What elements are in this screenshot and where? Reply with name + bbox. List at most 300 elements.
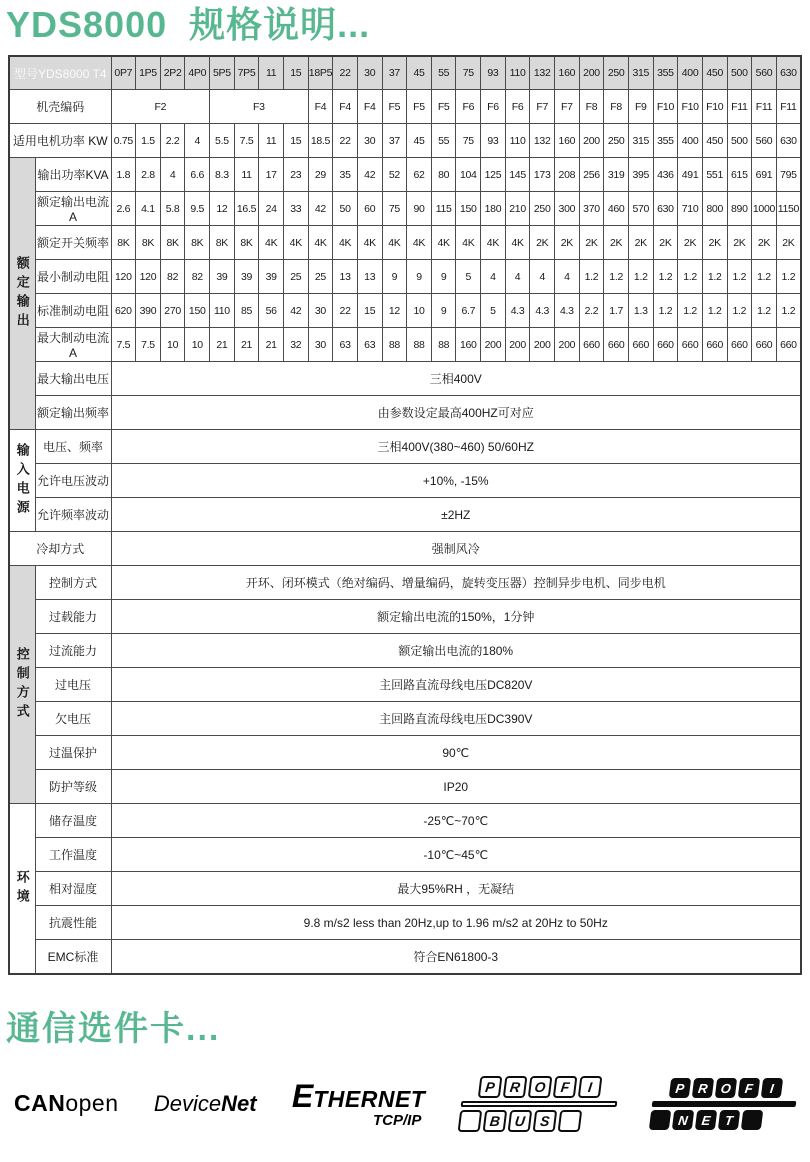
row-label: 储存温度 — [35, 804, 111, 838]
merged-value: -10℃~45℃ — [111, 838, 801, 872]
spec-cell: 1.2 — [776, 294, 801, 328]
spec-cell: 4 — [185, 124, 210, 158]
canopen-logo-light-text: open — [65, 1090, 119, 1117]
spec-cell: 2K — [628, 226, 653, 260]
spec-cell: 21 — [234, 328, 259, 362]
devicenet-logo — [154, 1091, 257, 1117]
spec-cell: 39 — [234, 260, 259, 294]
spec-cell: 50 — [333, 192, 358, 226]
spec-cell: 88 — [382, 328, 407, 362]
letter-tile: U — [507, 1110, 532, 1132]
row-label: 输出功率KVA — [35, 158, 111, 192]
spec-cell: 1.2 — [653, 260, 678, 294]
spec-cell: F6 — [481, 90, 506, 124]
spec-cell: 1.7 — [604, 294, 629, 328]
row-label: 额定输出电流A — [35, 192, 111, 226]
spec-cell: 132 — [530, 124, 555, 158]
spec-cell: 132 — [530, 56, 555, 90]
tile-row — [649, 1110, 795, 1130]
devicenet-logo-bold-text: Net — [221, 1090, 257, 1116]
spec-cell: 4K — [456, 226, 481, 260]
spec-cell: 200 — [481, 328, 506, 362]
spec-cell: 173 — [530, 158, 555, 192]
spec-cell: 660 — [579, 328, 604, 362]
spec-cell: 2P2 — [160, 56, 185, 90]
letter-tile: S — [532, 1110, 557, 1132]
spec-cell: 15 — [283, 56, 308, 90]
spec-cell: 1.3 — [628, 294, 653, 328]
letter-tile: P — [477, 1076, 502, 1098]
comm-options-title: 通信选件卡... — [6, 1009, 221, 1048]
tile-row — [457, 1110, 616, 1132]
row-label: 最大输出电压 — [35, 362, 111, 396]
spec-cell: 1.2 — [604, 260, 629, 294]
merged-value: 三相400V(380~460) 50/60HZ — [111, 430, 801, 464]
letter-tile: F — [738, 1078, 760, 1098]
spec-cell: 8.3 — [210, 158, 235, 192]
spec-cell: 4 — [530, 260, 555, 294]
spec-cell: 4.3 — [505, 294, 530, 328]
spec-cell: 2.6 — [111, 192, 136, 226]
spec-cell: 5.8 — [160, 192, 185, 226]
spec-cell: 45 — [407, 124, 432, 158]
spec-cell: F10 — [678, 90, 703, 124]
spec-cell: 1000 — [752, 192, 777, 226]
spec-cell: 8K — [185, 226, 210, 260]
spec-cell: 5.5 — [210, 124, 235, 158]
spec-cell: 160 — [555, 124, 580, 158]
spec-cell: 110 — [505, 56, 530, 90]
spec-cell: 2K — [604, 226, 629, 260]
row-label: 最小制动电阻 — [35, 260, 111, 294]
spec-cell: F4 — [308, 90, 333, 124]
spec-cell: 160 — [555, 56, 580, 90]
spec-cell: 4.3 — [530, 294, 555, 328]
ethernet-logo-rest: THERNET — [313, 1085, 426, 1112]
spec-cell: 55 — [431, 124, 456, 158]
tile-row — [477, 1076, 620, 1098]
spec-cell: 270 — [160, 294, 185, 328]
row-label: 相对湿度 — [35, 872, 111, 906]
spec-cell: 10 — [407, 294, 432, 328]
page-title: YDS8000 规格说明... — [6, 4, 371, 45]
spec-cell: 560 — [752, 124, 777, 158]
spec-cell: 4.3 — [555, 294, 580, 328]
group-label: 环境 — [9, 804, 35, 974]
letter-tile: O — [527, 1076, 552, 1098]
spec-cell: 2K — [555, 226, 580, 260]
spec-cell: 620 — [111, 294, 136, 328]
spec-cell: 7.5 — [136, 328, 161, 362]
spec-cell: 21 — [210, 328, 235, 362]
spec-cell: 90 — [407, 192, 432, 226]
row-label: 额定开关频率 — [35, 226, 111, 260]
spec-cell: F5 — [431, 90, 456, 124]
spec-cell: F2 — [111, 90, 210, 124]
merged-value: 由参数设定最高400HZ可对应 — [111, 396, 801, 430]
spec-cell: 62 — [407, 158, 432, 192]
spec-cell: 150 — [456, 192, 481, 226]
spec-cell: 160 — [456, 328, 481, 362]
spec-cell: 150 — [185, 294, 210, 328]
spec-cell: 1.2 — [653, 294, 678, 328]
spec-cell: 2.2 — [160, 124, 185, 158]
spec-cell: 55 — [431, 56, 456, 90]
spec-cell: 890 — [727, 192, 752, 226]
spec-cell: 1.2 — [752, 260, 777, 294]
row-label: 过流能力 — [35, 634, 111, 668]
letter-tile: I — [577, 1076, 602, 1098]
spec-cell: F10 — [702, 90, 727, 124]
spec-cell: 6.7 — [456, 294, 481, 328]
spec-cell: 4K — [308, 226, 333, 260]
spec-cell: 1.2 — [678, 260, 703, 294]
ethernet-tcpip-logo — [291, 1077, 426, 1129]
group-label: 控制方式 — [9, 566, 35, 804]
ethernet-logo-initial: E — [291, 1077, 314, 1114]
spec-cell: 4K — [259, 226, 284, 260]
spec-cell: 60 — [357, 192, 382, 226]
canopen-logo — [14, 1090, 119, 1117]
spec-cell: 82 — [185, 260, 210, 294]
spec-cell: 4 — [505, 260, 530, 294]
spec-cell: 1.2 — [702, 294, 727, 328]
spec-cell: 8K — [160, 226, 185, 260]
spec-cell: 4 — [481, 260, 506, 294]
spec-cell: 1.2 — [702, 260, 727, 294]
row-label: 允许频率波动 — [35, 498, 111, 532]
tile-bar — [460, 1101, 617, 1107]
row-label: 额定输出频率 — [35, 396, 111, 430]
spec-cell: 4K — [481, 226, 506, 260]
spec-cell: 4K — [505, 226, 530, 260]
letter-tile — [557, 1110, 582, 1132]
spec-cell: 15 — [357, 294, 382, 328]
spec-cell: 88 — [431, 328, 456, 362]
spec-cell: 25 — [308, 260, 333, 294]
spec-cell: 4K — [382, 226, 407, 260]
merged-value: 9.8 m/s2 less than 20Hz,up to 1.96 m/s2 at 20Hz to 50Hz — [111, 906, 801, 940]
spec-cell: 315 — [628, 124, 653, 158]
spec-cell: 4 — [160, 158, 185, 192]
spec-cell: F7 — [530, 90, 555, 124]
spec-cell: 120 — [136, 260, 161, 294]
spec-cell: 115 — [431, 192, 456, 226]
spec-cell: 80 — [431, 158, 456, 192]
spec-cell: 45 — [407, 56, 432, 90]
spec-cell: 4K — [431, 226, 456, 260]
spec-cell: 660 — [678, 328, 703, 362]
spec-cell: 4K — [407, 226, 432, 260]
comm-logos — [0, 1076, 810, 1132]
spec-cell: 1.5 — [136, 124, 161, 158]
spec-cell: 75 — [456, 124, 481, 158]
row-label: 冷却方式 — [9, 532, 111, 566]
spec-cell: 24 — [259, 192, 284, 226]
spec-cell: 660 — [727, 328, 752, 362]
group-label: 额定输出 — [9, 158, 35, 430]
spec-cell: 22 — [333, 294, 358, 328]
row-label: 过电压 — [35, 668, 111, 702]
spec-cell: 7.5 — [111, 328, 136, 362]
spec-cell: 6.6 — [185, 158, 210, 192]
spec-cell: F3 — [210, 90, 309, 124]
spec-cell: 630 — [776, 124, 801, 158]
spec-cell: 660 — [604, 328, 629, 362]
merged-value: 额定输出电流的180% — [111, 634, 801, 668]
spec-cell: F11 — [776, 90, 801, 124]
spec-cell: F5 — [382, 90, 407, 124]
tile-row — [669, 1078, 799, 1098]
spec-cell: 35 — [333, 158, 358, 192]
spec-cell: F8 — [579, 90, 604, 124]
spec-cell: 300 — [555, 192, 580, 226]
spec-cell: 39 — [210, 260, 235, 294]
spec-cell: 145 — [505, 158, 530, 192]
letter-tile: T — [718, 1110, 740, 1130]
spec-cell: 30 — [308, 328, 333, 362]
spec-cell: 315 — [628, 56, 653, 90]
merged-value: 强制风冷 — [111, 532, 801, 566]
merged-value: 三相400V — [111, 362, 801, 396]
spec-cell: 256 — [579, 158, 604, 192]
letter-tile — [457, 1110, 482, 1132]
profibus-logo — [457, 1076, 620, 1132]
letter-tile: P — [669, 1078, 691, 1098]
spec-cell: 180 — [481, 192, 506, 226]
spec-cell: 1.2 — [678, 294, 703, 328]
spec-cell: 370 — [579, 192, 604, 226]
spec-cell: 75 — [382, 192, 407, 226]
spec-cell: 208 — [555, 158, 580, 192]
spec-cell: 800 — [702, 192, 727, 226]
spec-cell: 2K — [530, 226, 555, 260]
spec-cell: 5 — [456, 260, 481, 294]
spec-cell: 22 — [333, 56, 358, 90]
spec-cell: 0.75 — [111, 124, 136, 158]
spec-cell: 390 — [136, 294, 161, 328]
spec-cell: 11 — [234, 158, 259, 192]
spec-cell: 21 — [259, 328, 284, 362]
spec-cell: 42 — [357, 158, 382, 192]
spec-cell: 660 — [653, 328, 678, 362]
merged-value: 主回路直流母线电压DC820V — [111, 668, 801, 702]
spec-cell: 39 — [259, 260, 284, 294]
spec-cell: 710 — [678, 192, 703, 226]
spec-cell: 15 — [283, 124, 308, 158]
spec-cell: 8K — [210, 226, 235, 260]
spec-cell: 33 — [283, 192, 308, 226]
spec-cell: 110 — [505, 124, 530, 158]
spec-cell: 88 — [407, 328, 432, 362]
row-label: 允许电压波动 — [35, 464, 111, 498]
spec-cell: 8K — [136, 226, 161, 260]
spec-table — [8, 55, 802, 975]
devicenet-logo-light-text: Device — [153, 1090, 222, 1116]
merged-value: 主回路直流母线电压DC390V — [111, 702, 801, 736]
spec-cell: 2K — [678, 226, 703, 260]
spec-cell: 400 — [678, 124, 703, 158]
spec-cell: 2K — [776, 226, 801, 260]
spec-cell: F4 — [357, 90, 382, 124]
spec-cell: 13 — [357, 260, 382, 294]
spec-cell: 250 — [604, 124, 629, 158]
page — [0, 2, 810, 1162]
spec-cell: 93 — [481, 124, 506, 158]
spec-cell: 0P7 — [111, 56, 136, 90]
row-label: 适用电机功率 KW — [9, 124, 111, 158]
spec-cell: F11 — [727, 90, 752, 124]
row-label: 控制方式 — [35, 566, 111, 600]
spec-cell: 660 — [628, 328, 653, 362]
spec-cell: F5 — [407, 90, 432, 124]
spec-cell: 615 — [727, 158, 752, 192]
spec-cell: 85 — [234, 294, 259, 328]
spec-cell: F8 — [604, 90, 629, 124]
spec-cell: 9 — [431, 294, 456, 328]
spec-cell: 1.8 — [111, 158, 136, 192]
letter-tile — [741, 1110, 763, 1130]
spec-cell: 1.2 — [727, 260, 752, 294]
merged-value: ±2HZ — [111, 498, 801, 532]
spec-cell: 12 — [382, 294, 407, 328]
spec-cell: 450 — [702, 56, 727, 90]
spec-cell: 30 — [308, 294, 333, 328]
merged-value: 符合EN61800-3 — [111, 940, 801, 974]
spec-cell: 52 — [382, 158, 407, 192]
ethernet-logo-wordmark — [291, 1077, 426, 1114]
spec-cell: 8K — [111, 226, 136, 260]
spec-cell: 30 — [357, 124, 382, 158]
spec-cell: 1.2 — [752, 294, 777, 328]
spec-cell: 37 — [382, 124, 407, 158]
spec-cell: 250 — [530, 192, 555, 226]
spec-cell: F4 — [333, 90, 358, 124]
spec-cell: 4K — [333, 226, 358, 260]
spec-cell: 491 — [678, 158, 703, 192]
spec-cell: 630 — [776, 56, 801, 90]
spec-cell: 10 — [185, 328, 210, 362]
spec-cell: 200 — [579, 124, 604, 158]
row-label: 最大制动电流A — [35, 328, 111, 362]
spec-cell: 22 — [333, 124, 358, 158]
letter-tile: O — [715, 1078, 737, 1098]
row-label: 过载能力 — [35, 600, 111, 634]
spec-cell: 75 — [456, 56, 481, 90]
row-label: 型号YDS8000 T4 — [9, 56, 111, 90]
spec-cell: 500 — [727, 124, 752, 158]
ethernet-logo-tcpip: TCP/IP — [373, 1111, 422, 1129]
spec-cell: 2K — [727, 226, 752, 260]
spec-cell: 29 — [308, 158, 333, 192]
spec-cell: 355 — [653, 124, 678, 158]
spec-cell: F9 — [628, 90, 653, 124]
spec-cell: 1.2 — [579, 260, 604, 294]
spec-cell: 2K — [653, 226, 678, 260]
spec-cell: 2K — [752, 226, 777, 260]
spec-cell: 12 — [210, 192, 235, 226]
spec-cell: 17 — [259, 158, 284, 192]
spec-cell: 110 — [210, 294, 235, 328]
spec-cell: 63 — [333, 328, 358, 362]
row-label: 机壳编码 — [9, 90, 111, 124]
spec-cell: 1.2 — [628, 260, 653, 294]
spec-cell: 551 — [702, 158, 727, 192]
spec-cell: 630 — [653, 192, 678, 226]
spec-cell: F7 — [555, 90, 580, 124]
profinet-logo — [649, 1078, 799, 1130]
spec-cell: F6 — [456, 90, 481, 124]
merged-value: +10%, -15% — [111, 464, 801, 498]
merged-value: 额定输出电流的150%，1分钟 — [111, 600, 801, 634]
spec-cell: 355 — [653, 56, 678, 90]
spec-cell: 7P5 — [234, 56, 259, 90]
spec-cell: 104 — [456, 158, 481, 192]
spec-cell: 16.5 — [234, 192, 259, 226]
spec-cell: 7.5 — [234, 124, 259, 158]
spec-cell: 56 — [259, 294, 284, 328]
spec-cell: 400 — [678, 56, 703, 90]
spec-cell: 2.2 — [579, 294, 604, 328]
spec-cell: 200 — [505, 328, 530, 362]
spec-cell: 4 — [555, 260, 580, 294]
canopen-logo-bold-text: CAN — [14, 1090, 66, 1117]
spec-cell: 18.5 — [308, 124, 333, 158]
row-label: 工作温度 — [35, 838, 111, 872]
letter-tile: F — [552, 1076, 577, 1098]
spec-cell: 2K — [579, 226, 604, 260]
row-label: 欠电压 — [35, 702, 111, 736]
spec-cell: 210 — [505, 192, 530, 226]
spec-cell: 436 — [653, 158, 678, 192]
spec-cell: 2.8 — [136, 158, 161, 192]
spec-cell: 10 — [160, 328, 185, 362]
spec-cell: 1.2 — [727, 294, 752, 328]
merged-value: 开环、闭环模式（绝对编码、增量编码，旋转变压器）控制异步电机、同步电机 — [111, 566, 801, 600]
letter-tile: B — [482, 1110, 507, 1132]
spec-cell: 23 — [283, 158, 308, 192]
spec-cell: 4.1 — [136, 192, 161, 226]
spec-cell: 319 — [604, 158, 629, 192]
merged-value: -25℃~70℃ — [111, 804, 801, 838]
spec-cell: 500 — [727, 56, 752, 90]
spec-cell: 11 — [259, 124, 284, 158]
group-label: 输入电源 — [9, 430, 35, 532]
spec-cell: 200 — [555, 328, 580, 362]
spec-cell: 63 — [357, 328, 382, 362]
spec-cell: 570 — [628, 192, 653, 226]
merged-value: IP20 — [111, 770, 801, 804]
spec-cell: 795 — [776, 158, 801, 192]
spec-cell: 42 — [308, 192, 333, 226]
spec-cell: 125 — [481, 158, 506, 192]
spec-cell: 660 — [702, 328, 727, 362]
spec-cell: 200 — [530, 328, 555, 362]
spec-cell: 18P5 — [308, 56, 333, 90]
spec-cell: 9.5 — [185, 192, 210, 226]
spec-cell: 200 — [579, 56, 604, 90]
spec-cell: 2K — [702, 226, 727, 260]
spec-cell: 8K — [234, 226, 259, 260]
spec-cell: 5P5 — [210, 56, 235, 90]
row-label: 抗震性能 — [35, 906, 111, 940]
spec-cell: F11 — [752, 90, 777, 124]
spec-cell: 450 — [702, 124, 727, 158]
spec-cell: 11 — [259, 56, 284, 90]
spec-cell: 5 — [481, 294, 506, 328]
spec-cell: 395 — [628, 158, 653, 192]
row-label: 防护等级 — [35, 770, 111, 804]
